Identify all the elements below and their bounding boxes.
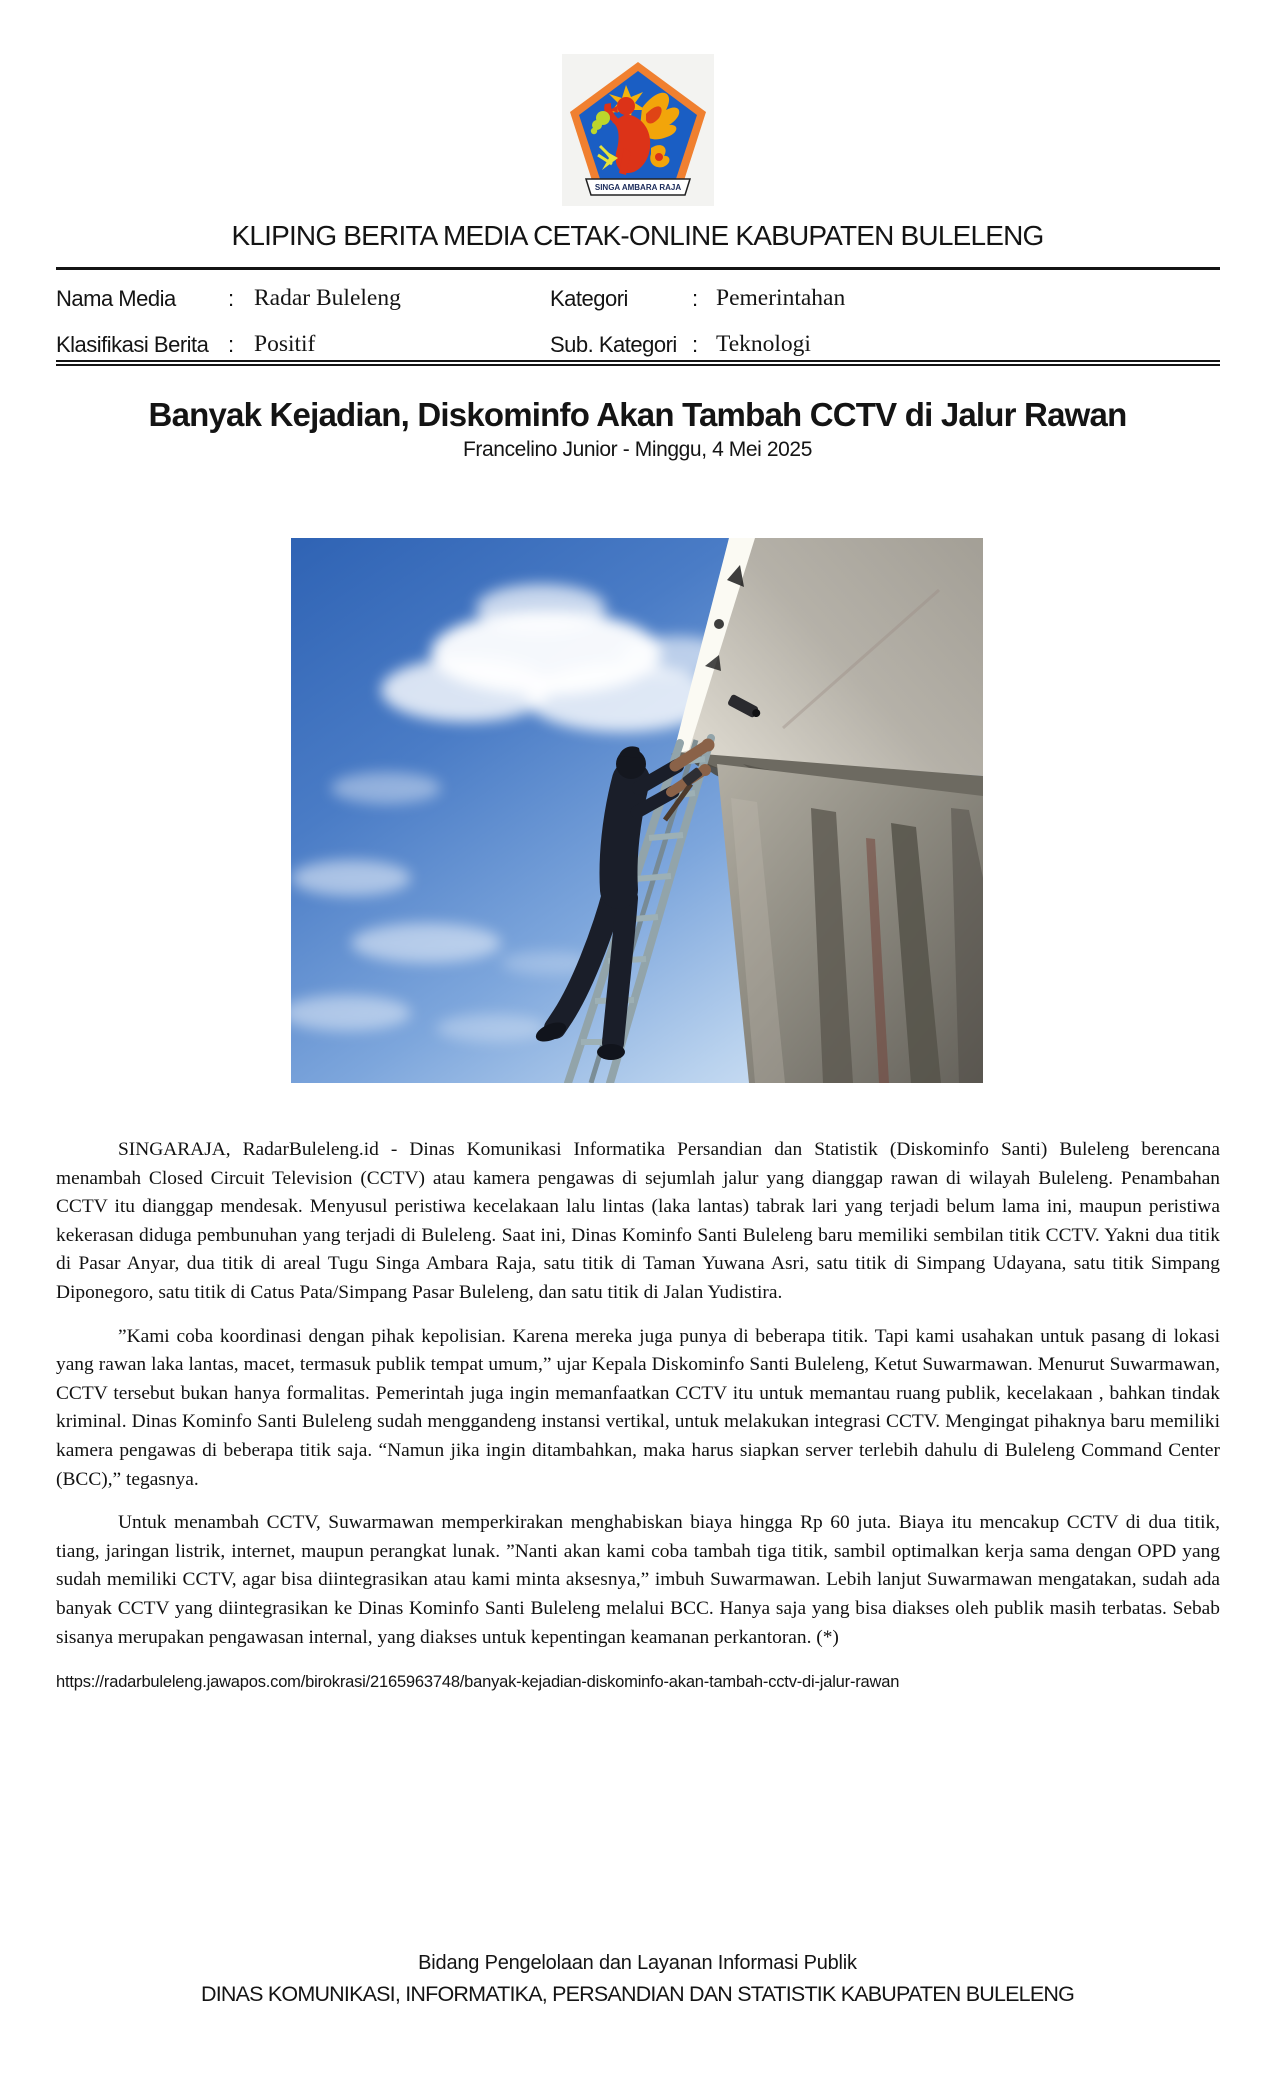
cctv-installation-photo	[291, 538, 983, 1083]
meta-colon: :	[228, 286, 235, 311]
article-paragraph: SINGARAJA, RadarBuleleng.id - Dinas Komunikasi Informatika Persandian dan Statistik (Diskominfo Santi) Buleleng berencana menambah Closed Circuit Television (CCTV) atau kamera pengawas di sejumlah jalur yang dianggap rawan di wilayah Buleleng. Penambahan CCTV itu dianggap mendesak. Menyusul peristiwa kecelakaan lalu lintas (laka lantas) tabrak lari yang terjadi belum lama ini, maupun peristiwa kekerasan diduga pembunuhan yang terjadi di Buleleng. Saat ini, Dinas Kominfo Santi Buleleng baru memiliki sembilan titik CCTV. Yakni dua titik di Pasar Anyar, dua titik di areal Tugu Singa Ambara Raja, satu titik di Taman Yuwana Asri, satu titik di Simpang Udayana, satu titik Simpang Diponegoro, satu titik di Catus Pata/Simpang Pasar Buleleng, dan satu titik di Jalan Yudistira.	[56, 1139, 1220, 1303]
article-paragraph: Untuk menambah CCTV, Suwarmawan memperkirakan menghabiskan biaya hingga Rp 60 juta. Biaya itu mencakup CCTV di dua titik, tiang, jaringan listrik, internet, maupun perangkat lunak. ”Nanti akan kami coba tambah tiga titik, sambil optimalkan kerja sama dengan OPD yang sudah memiliki CCTV, agar bisa diintegrasikan atau kami minta aksesnya,” imbuh Suwarmawan. Lebih lanjut Suwarmawan mengatakan, sudah ada banyak CCTV yang diintegrasikan ke Dinas Kominfo Santi Buleleng melalui BCC. Hanya saja yang bisa diakses oleh publik masih terbatas. Sebab sisanya merupakan pengawasan internal, yang diakses untuk kepentingan keamanan perkantoran. (*)	[56, 1512, 1220, 1648]
page-footer	[0, 1952, 1275, 2007]
article-source-url[interactable]: https://radarbuleleng.jawapos.com/birokrasi/2165963748/banyak-kejadian-diskominfo-akan-tambah-cctv-di-jalur-rawan	[56, 1673, 900, 1692]
article-byline: Francelino Junior - Minggu, 4 Mei 2025	[463, 438, 812, 461]
banner-ribbon	[586, 179, 690, 195]
meta-colon: :	[692, 286, 699, 311]
header-rule-bottom	[56, 360, 1220, 366]
meta-label-klasifikasi-berita: Klasifikasi Berita	[56, 332, 209, 357]
meta-colon: :	[228, 332, 235, 357]
meta-colon: :	[692, 332, 699, 357]
meta-label-nama-media: Nama Media	[56, 286, 176, 311]
document-title: KLIPING BERITA MEDIA CETAK-ONLINE KABUPATEN BULELENG	[231, 220, 1044, 251]
article-title: Banyak Kejadian, Diskominfo Akan Tambah CCTV di Jalur Rawan	[148, 396, 1127, 433]
header-rule-top	[56, 267, 1220, 270]
media-meta-table	[56, 282, 1220, 358]
meta-value-nama-media: Radar Buleleng	[254, 285, 401, 311]
article-paragraph: ”Kami coba koordinasi dengan pihak kepolisian. Karena mereka juga punya di beberapa titik. Tapi kami usahakan untuk pasang di lokasi yang rawan laka lantas, macet, termasuk publik tempat umum,” ujar Kepala Diskominfo Santi Buleleng, Ketut Suwarmawan. Menurut Suwarmawan, CCTV tersebut bukan hanya formalitas. Pemerintah juga ingin memanfaatkan CCTV itu untuk memantau ruang publik, kecelakaan , bahkan tindak kriminal. Dinas Kominfo Santi Buleleng sudah menggandeng instansi vertikal, untuk melakukan integrasi CCTV. Mengingat pihaknya baru memiliki kamera pengawas di beberapa titik saja. “Namun jika ingin ditambahkan, maka harus siapkan server terlebih dahulu di Buleleng Command Center (BCC),” tegasnya.	[56, 1325, 1220, 1490]
footer-agency: DINAS KOMUNIKASI, INFORMATIKA, PERSANDIAN DAN STATISTIK KABUPATEN BULELENG	[200, 1982, 1075, 2006]
meta-value-sub-kategori: Teknologi	[716, 331, 811, 357]
regency-crest-icon	[562, 54, 714, 206]
article-body	[56, 1136, 1220, 1697]
meta-label-kategori: Kategori	[550, 286, 628, 311]
meta-value-klasifikasi-berita: Positif	[254, 331, 316, 357]
banner-text: SINGA AMBARA RAJA	[594, 183, 681, 192]
footer-division: Bidang Pengelolaan dan Layanan Informasi Publik	[418, 1952, 857, 1974]
building-pillar	[717, 764, 983, 1083]
buleleng-regency-logo	[562, 54, 714, 206]
meta-label-sub-kategori: Sub. Kategori	[550, 332, 677, 357]
meta-value-kategori: Pemerintahan	[716, 285, 846, 311]
article-photo	[291, 538, 983, 1083]
